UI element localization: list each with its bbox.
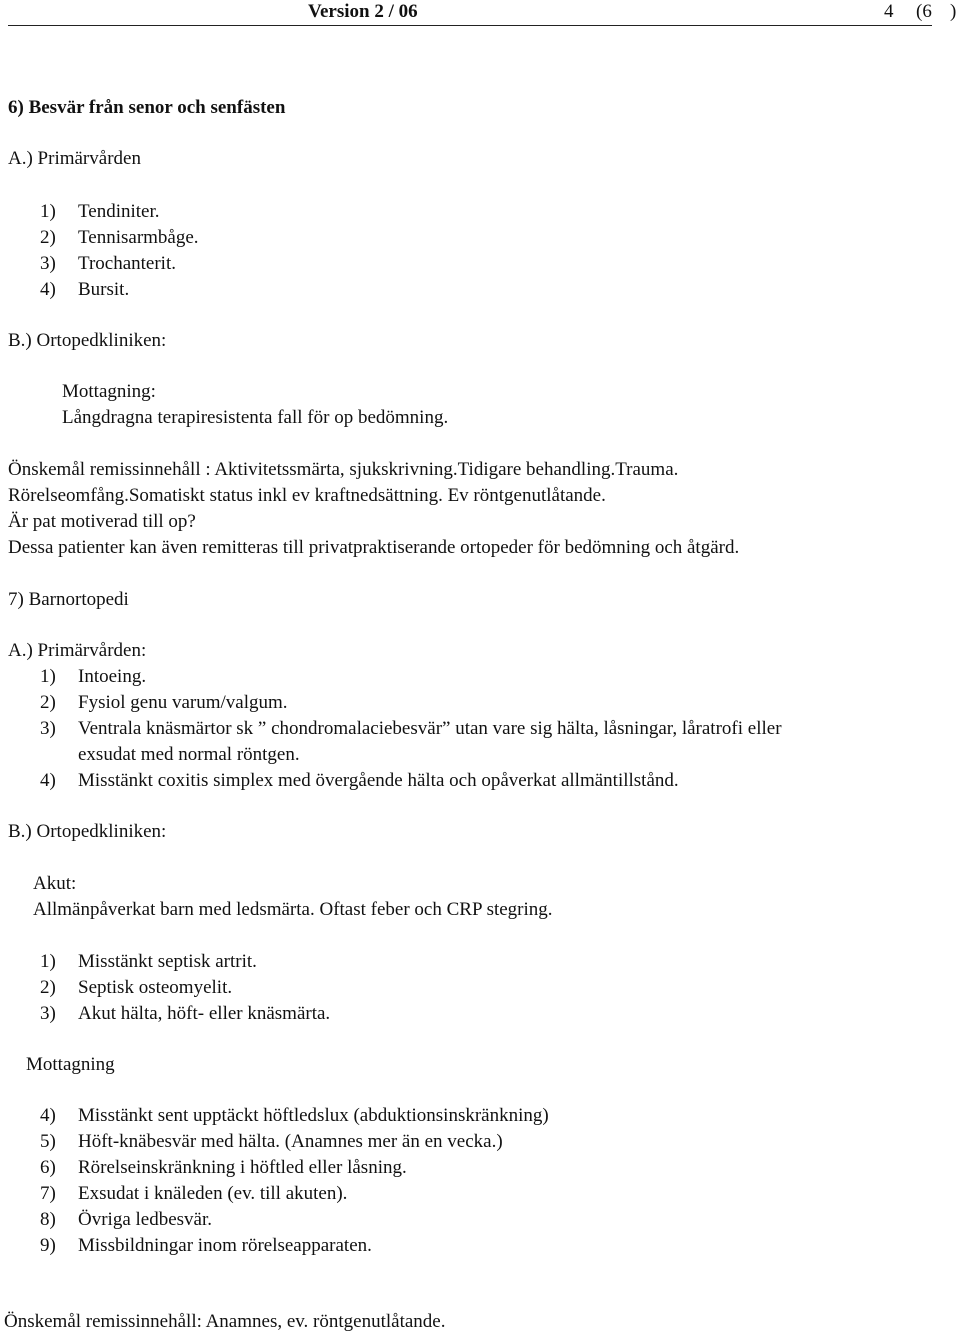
list-text: Tennisarmbåge. (78, 227, 199, 248)
section-6-reception-label: Mottagning: (62, 381, 156, 402)
list-text: Tendiniter. (78, 201, 160, 222)
list-text: Septisk osteomyelit. (78, 977, 233, 998)
list-text: Höft-knäbesvär med hälta. (Anamnes mer än en vecka.) (78, 1131, 503, 1152)
section-7-referral-line: Önskemål remissinnehåll: Anamnes, ev. röntgenutlåtande. (4, 1311, 446, 1332)
list-number: 3) (40, 718, 56, 739)
list-number: 4) (40, 1105, 56, 1126)
list-number: 1) (40, 201, 56, 222)
section-6-reception-text: Långdragna terapiresistenta fall för op bedömning. (62, 407, 449, 428)
referral-line: Dessa patienter kan även remitteras till privatpraktiserande ortopeder för bedömning och åtgärd. (8, 537, 740, 558)
acute-text: Allmänpåverkat barn med ledsmärta. Oftast feber och CRP stegring. (33, 899, 553, 920)
list-text: Missbildningar inom rörelseapparaten. (78, 1235, 372, 1256)
list-text: Akut hälta, höft- eller knäsmärta. (78, 1003, 331, 1024)
list-number: 2) (40, 977, 56, 998)
list-number: 6) (40, 1157, 56, 1178)
list-text: Ventrala knäsmärtor sk ” chondromalaciebesvär” utan vare sig hälta, låsningar, låratrofi eller (78, 718, 782, 739)
referral-line: Rörelseomfång.Somatiskt status inkl ev kraftnedsättning. Ev röntgenutlåtande. (8, 485, 606, 506)
list-number: 3) (40, 253, 56, 274)
list-text: Misstänkt coxitis simplex med övergående hälta och opåverkat allmäntillstånd. (78, 770, 679, 791)
referral-line: Önskemål remissinnehåll : Aktivitetssmärta, sjukskrivning.Tidigare behandling.Trauma. (8, 459, 679, 480)
list-text: Bursit. (78, 279, 130, 300)
list-text: Övriga ledbesvär. (78, 1209, 213, 1230)
list-text: Trochanterit. (78, 253, 176, 274)
list-number: 2) (40, 227, 56, 248)
list-number: 9) (40, 1235, 56, 1256)
section-7-primary-heading: A.) Primärvården: (8, 640, 147, 661)
page-total: (6 (916, 1, 932, 22)
acute-label: Akut: (33, 873, 77, 894)
list-number: 1) (40, 951, 56, 972)
list-text: Intoeing. (78, 666, 147, 687)
section-7-ortho-heading: B.) Ortopedkliniken: (8, 821, 167, 842)
list-number: 7) (40, 1183, 56, 1204)
section-6-ortho-heading: B.) Ortopedkliniken: (8, 330, 167, 351)
list-text: exsudat med normal röntgen. (78, 744, 300, 765)
section-7-heading: 7) Barnortopedi (8, 589, 129, 610)
list-number: 3) (40, 1003, 56, 1024)
list-text: Rörelseinskränkning i höftled eller låsning. (78, 1157, 407, 1178)
page-total-close: ) (950, 1, 957, 22)
list-text: Misstänkt septisk artrit. (78, 951, 257, 972)
list-number: 4) (40, 770, 56, 791)
list-number: 2) (40, 692, 56, 713)
list-number: 5) (40, 1131, 56, 1152)
list-number: 1) (40, 666, 56, 687)
referral-line: Är pat motiverad till op? (8, 511, 196, 532)
list-text: Misstänkt sent upptäckt höftledslux (abduktionsinskränkning) (78, 1105, 549, 1126)
list-number: 4) (40, 279, 56, 300)
document-version: Version 2 / 06 (308, 1, 418, 22)
list-number: 8) (40, 1209, 56, 1230)
section-6-primary-heading: A.) Primärvården (8, 148, 141, 169)
list-text: Exsudat i knäleden (ev. till akuten). (78, 1183, 348, 1204)
reception-label: Mottagning (26, 1054, 115, 1075)
section-6-heading: 6) Besvär från senor och senfästen (8, 97, 286, 118)
header-rule (8, 25, 932, 26)
page-number: 4 (884, 1, 894, 22)
list-text: Fysiol genu varum/valgum. (78, 692, 288, 713)
